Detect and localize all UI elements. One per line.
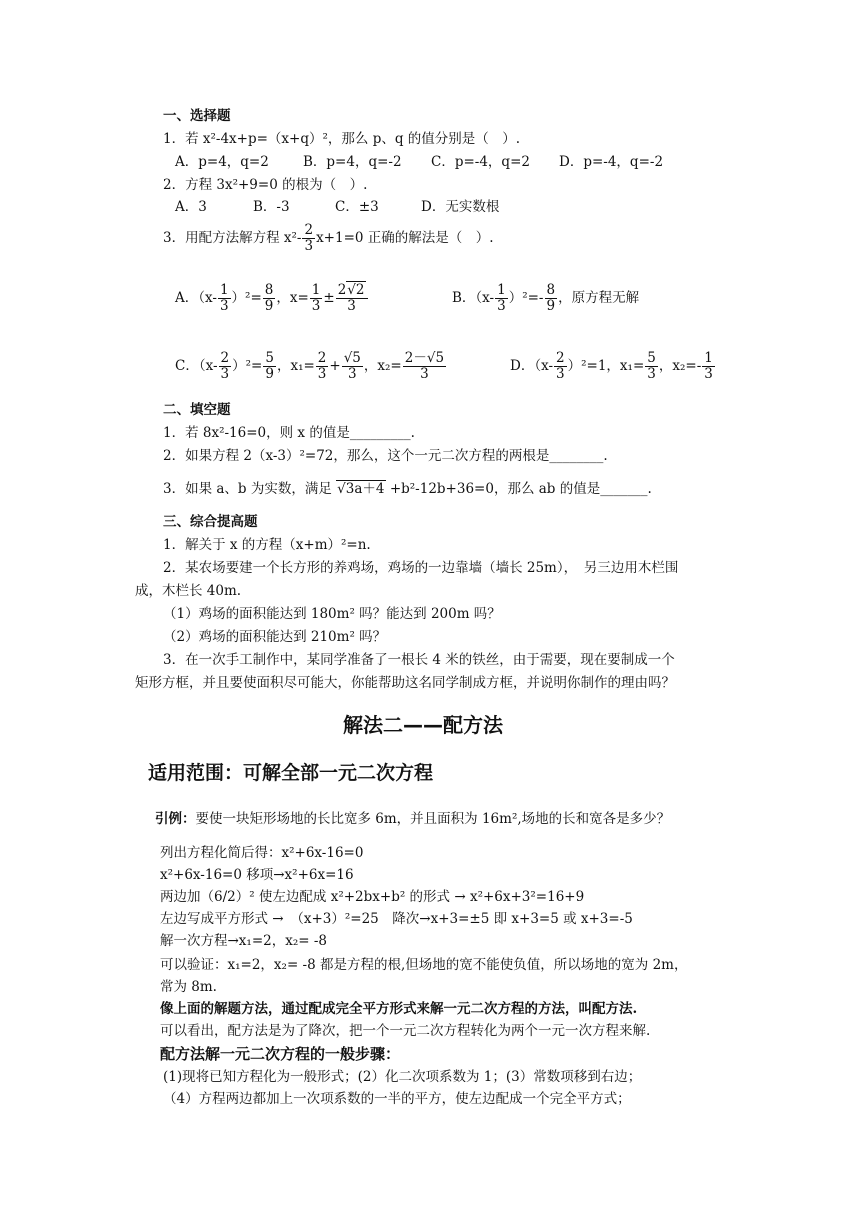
option-b: B．-3 [253,199,290,215]
fill-q3-pre: 3．如果 a、b 为实数，满足 [163,481,332,497]
option-a: A．3 [175,199,207,215]
lesson-title: 解法二——配方法 [343,713,503,737]
q3-text-post: x+1=0 正确的解法是（ ）. [316,230,494,246]
step-line-7: 常为 8m. [160,979,217,995]
intro-label: 引例： [155,811,196,827]
fill-q3-post: +b²-12b+36=0，那么 ab 的值是_______. [389,481,652,497]
general-step-1: (1)现将已知方程化为一般形式；(2）化二次项系数为 1；(3）常数项移到右边； [163,1069,642,1085]
q3b-tail: ，原方程无解 [558,290,640,306]
steps-heading: 配方法解一元二次方程的一般步骤： [160,1045,401,1063]
step-line-5: 解一次方程→x₁=2，x₂= -8 [160,933,328,949]
choice-q1-options [175,153,663,171]
q3-option-d: D．（x- $\frac{2}{3}$ ）²=1，x₁= $\frac{5}{3}$ ，x₂=- $\frac{1}{3}$ [510,350,713,382]
option-b: B．p=4，q=-2 [303,154,402,170]
step-line-3: 两边加（6/2）² 使左边配成 x²+2bx+b² 的形式 → x²+6x+3²=16+9 [160,889,585,905]
choice-q1: 1．若 x²-4x+p=（x+q）²，那么 p、q 的值分别是（ ）. [163,131,521,147]
q3-option-c: C．（x- $\frac{2}{3}$ ）²= $\frac{5}{9}$ ，x₁= $\frac{2}{3}$ + $\frac{√5}{3}$ ，x₂= $\frac{2-√5}{3}$ [175,350,445,382]
choice-q3 [163,220,494,256]
fraction-2-3: $\frac{2}{3}$ [304,222,314,254]
intro-example [155,810,670,828]
option-d: D．p=-4，q=-2 [559,154,664,170]
fill-q2: 2．如果方程 2（x-3）²=72，那么，这个一元二次方程的两根是________. [163,448,608,464]
option-a: A．p=4，q=2 [175,154,269,170]
option-c: C．±3 [335,199,379,215]
fill-q1: 1．若 8x²-16=0，则 x 的值是_________. [163,425,415,441]
section-title-fill: 二、填空题 [163,402,231,418]
step-line-2: x²+6x-16=0 移项→x²+6x=16 [160,867,354,883]
q3-option-a: A．（x- $\frac{1}{3}$ ）²= $\frac{8}{9}$ ，x= $\frac{1}{3}$ ± $\frac{2√2}{3}$ [175,280,369,316]
lesson-scope: 适用范围：可解全部一元二次方程 [148,762,434,784]
step-line-4: 左边写成平方形式 → （x+3）²=25 降次→x+3=±5 即 x+3=5 或 x+3=-5 [160,911,633,927]
adv-q3-line1: 3．在一次手工制作中，某同学准备了一根长 4 米的铁丝，由于需要，现在要制成一个 [163,652,675,668]
option-c: C．p=-4，q=2 [431,154,530,170]
adv-q3-line2: 矩形方框，并且要使面积尽可能大，你能帮助这名同学制成方框，并说明你制作的理由吗？ [135,675,675,691]
option-d: D．无实数根 [421,199,500,215]
definition-line: 像上面的解题方法，通过配成完全平方形式来解一元二次方程的方法，叫配方法. [160,1001,638,1017]
fill-q3 [163,480,652,498]
q3-option-b: B．（x- $\frac{1}{3}$ ）²=- $\frac{8}{9}$ ，原方程无解 [452,282,640,314]
intro-text: 要使一块矩形场地的长比宽多 6m，并且面积为 16m²,场地的长和宽各是多少？ [195,811,671,827]
section-title-advanced: 三、综合提高题 [163,514,258,530]
q3-text-pre: 3．用配方法解方程 x²- [163,230,302,246]
adv-q2-sub2: （2）鸡场的面积能达到 210m² 吗？ [163,629,387,645]
step-line-1: 列出方程化简后得：x²+6x-16=0 [160,845,364,861]
adv-q2-sub1: （1）鸡场的面积能达到 180m² 吗？能达到 200m 吗？ [163,606,501,622]
note-line: 可以看出，配方法是为了降次，把一个一元二次方程转化为两个一元一次方程来解. [160,1023,651,1039]
section-title-choice: 一、选择题 [163,108,231,124]
sqrt-expression: √3a＋4 [337,481,385,497]
adv-q1: 1．解关于 x 的方程（x+m）²=n. [163,537,371,553]
step-line-6: 可以验证：x₁=2，x₂= -8 都是方程的根,但场地的宽不能使负值，所以场地的宽为 2m， [160,957,688,973]
adv-q2-line1: 2．某农场要建一个长方形的养鸡场，鸡场的一边靠墙（墙长 25m）， 另三边用木栏围 [163,560,679,576]
adv-q2-line2: 成，木栏长 40m. [135,583,242,599]
general-step-2: （4）方程两边都加上一次项系数的一半的平方，使左边配成一个完全平方式； [163,1091,631,1107]
choice-q2: 2．方程 3x²+9=0 的根为（ ）. [163,177,368,193]
choice-q2-options [175,198,499,216]
